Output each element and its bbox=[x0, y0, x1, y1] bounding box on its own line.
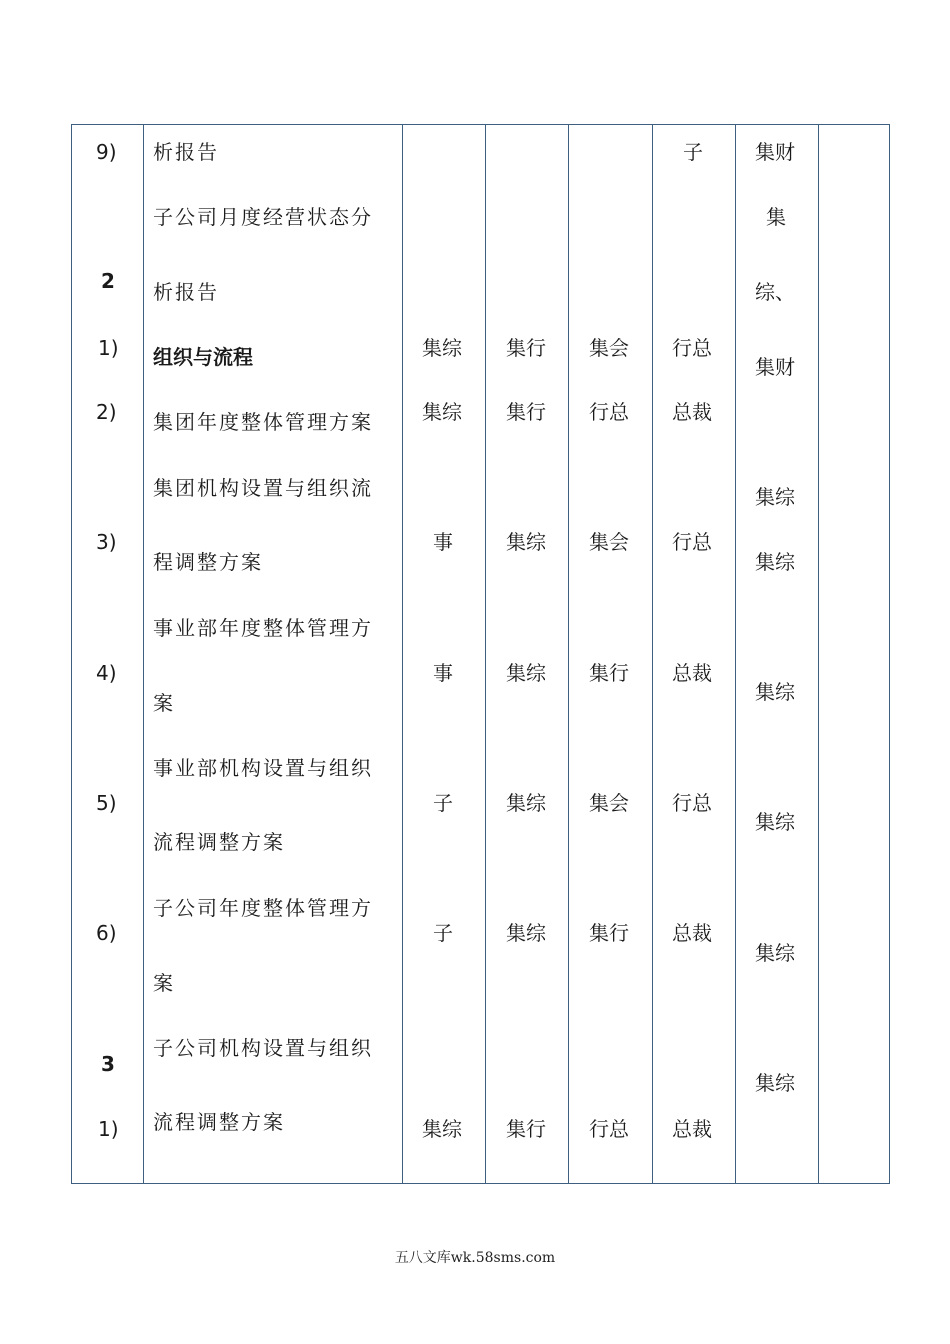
role-cell: 集综 bbox=[422, 1117, 462, 1141]
item-number: 2) bbox=[96, 400, 117, 424]
role-cell: 集综 bbox=[755, 485, 795, 509]
role-cell: 集综 bbox=[422, 400, 462, 424]
role-cell: 集会 bbox=[589, 530, 629, 554]
item-number: 1) bbox=[98, 336, 119, 360]
role-cell: 集综 bbox=[755, 1071, 795, 1095]
role-cell: 行总 bbox=[589, 1117, 629, 1141]
column-divider bbox=[568, 124, 569, 1184]
role-cell: 总裁 bbox=[672, 400, 712, 424]
column-divider bbox=[652, 124, 653, 1184]
column-divider bbox=[402, 124, 403, 1184]
column-divider bbox=[143, 124, 144, 1184]
role-cell: 行总 bbox=[672, 336, 712, 360]
column-divider bbox=[735, 124, 736, 1184]
section-heading: 组织与流程 bbox=[153, 345, 253, 369]
role-cell: 子 bbox=[433, 791, 453, 815]
role-cell: 综、 bbox=[755, 280, 795, 304]
item-description: 事业部机构设置与组织 bbox=[153, 756, 373, 780]
role-cell: 集行 bbox=[506, 1117, 546, 1141]
role-cell: 集行 bbox=[589, 661, 629, 685]
item-description: 集团年度整体管理方案 bbox=[153, 410, 373, 434]
role-cell: 集会 bbox=[589, 336, 629, 360]
section-number: 2 bbox=[101, 269, 115, 293]
item-description: 子公司机构设置与组织 bbox=[153, 1036, 373, 1060]
role-cell: 集综 bbox=[755, 680, 795, 704]
role-cell: 集综 bbox=[422, 336, 462, 360]
role-cell: 集行 bbox=[506, 400, 546, 424]
role-cell: 子 bbox=[433, 921, 453, 945]
item-description: 子公司月度经营状态分 bbox=[153, 205, 373, 229]
role-cell: 行总 bbox=[589, 400, 629, 424]
role-cell: 总裁 bbox=[672, 921, 712, 945]
role-cell: 集综 bbox=[506, 791, 546, 815]
role-cell: 行总 bbox=[672, 791, 712, 815]
item-description: 析报告 bbox=[153, 280, 219, 304]
role-cell: 集综 bbox=[506, 661, 546, 685]
item-description: 程调整方案 bbox=[153, 550, 263, 574]
role-cell: 集综 bbox=[755, 550, 795, 574]
item-number: 3) bbox=[96, 530, 117, 554]
item-number: 1) bbox=[98, 1117, 119, 1141]
item-description: 子公司年度整体管理方 bbox=[153, 896, 373, 920]
item-description: 集团机构设置与组织流 bbox=[153, 476, 373, 500]
role-cell: 事 bbox=[433, 530, 453, 554]
role-cell: 总裁 bbox=[672, 1117, 712, 1141]
role-cell: 集财 bbox=[755, 355, 795, 379]
column-divider bbox=[818, 124, 819, 1184]
item-description: 案 bbox=[153, 691, 175, 715]
item-number: 6) bbox=[96, 921, 117, 945]
item-description: 析报告 bbox=[153, 140, 219, 164]
role-cell: 集 bbox=[766, 205, 786, 229]
role-cell: 集财 bbox=[755, 140, 795, 164]
role-cell: 总裁 bbox=[672, 661, 712, 685]
role-cell: 集综 bbox=[755, 810, 795, 834]
item-description: 流程调整方案 bbox=[153, 830, 285, 854]
role-cell: 子 bbox=[683, 140, 703, 164]
column-divider bbox=[485, 124, 486, 1184]
role-cell: 集会 bbox=[589, 791, 629, 815]
role-cell: 集行 bbox=[589, 921, 629, 945]
item-description: 案 bbox=[153, 971, 175, 995]
item-number: 4) bbox=[96, 661, 117, 685]
item-number: 9) bbox=[96, 140, 117, 164]
item-description: 流程调整方案 bbox=[153, 1110, 285, 1134]
role-cell: 集综 bbox=[755, 941, 795, 965]
role-cell: 事 bbox=[433, 661, 453, 685]
role-cell: 集综 bbox=[506, 530, 546, 554]
item-number: 5) bbox=[96, 791, 117, 815]
role-cell: 行总 bbox=[672, 530, 712, 554]
role-cell: 集综 bbox=[506, 921, 546, 945]
role-cell: 集行 bbox=[506, 336, 546, 360]
page-footer-watermark: 五八文库wk.58sms.com bbox=[394, 1250, 556, 1266]
item-description: 事业部年度整体管理方 bbox=[153, 616, 373, 640]
section-number: 3 bbox=[101, 1052, 115, 1076]
